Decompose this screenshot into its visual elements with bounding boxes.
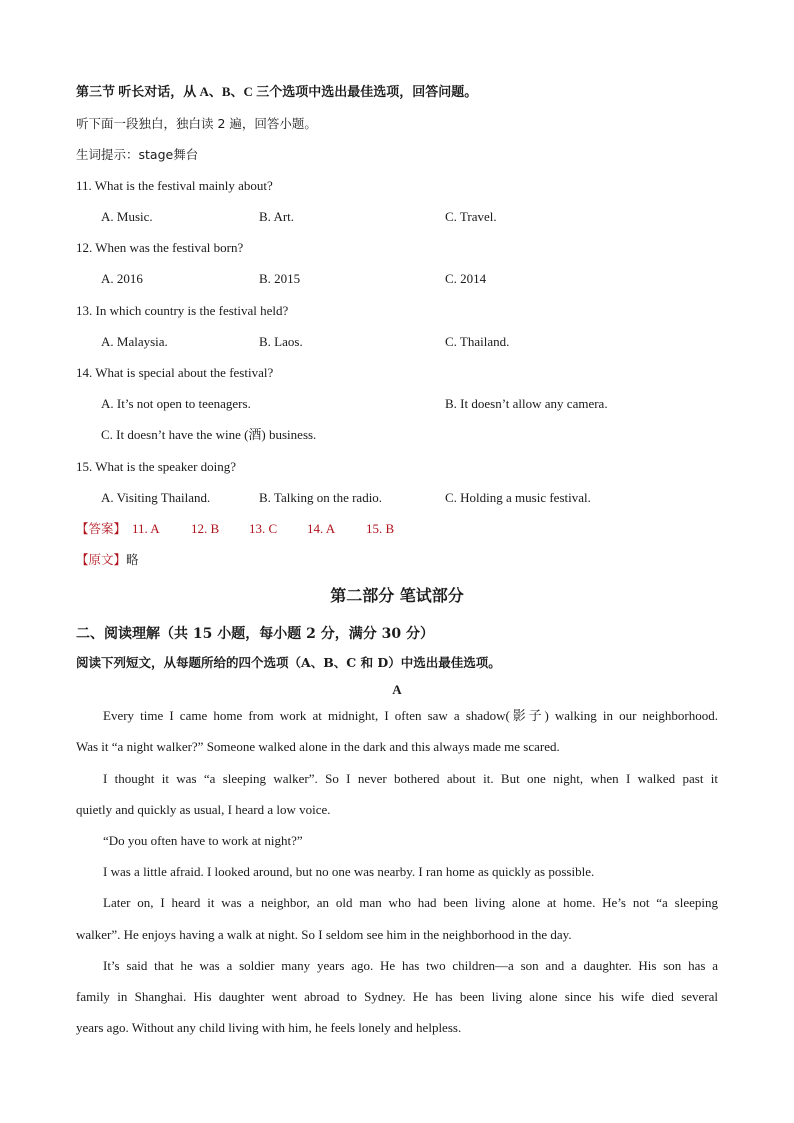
transcript-row [76,552,139,568]
option-b: B. It doesn’t allow any camera. [445,396,608,411]
option-a: A. Malaysia. [101,334,168,349]
question-stem: 12. When was the festival born? [76,240,244,255]
part-title: 第二部分 笔试部分 [330,586,464,605]
reading-instruction: 阅读下列短文，从每题所给的四个选项（A、B、C 和 D）中选出最佳选项。 [76,655,501,670]
answer-row [76,521,126,537]
question-stem: 15. What is the speaker doing? [76,459,237,474]
paragraph-line: years ago. Without any child living with him, he feels lonely and helpless. [76,1020,462,1035]
answer-value: 15. B [366,521,395,536]
option-b: B. Laos. [259,334,303,349]
option-a: A. It’s not open to teenagers. [101,396,251,411]
answer-value: 11. A [132,521,160,536]
transcript-value: 略 [126,552,139,567]
option-b: B. Talking on the radio. [259,490,383,505]
reading-section-title: 二、阅读理解（共 15 小题，每小题 2 分，满分 30 分） [76,626,434,642]
answer-value: 14. A [307,521,336,536]
vocab-hint: 生词提示：stage舞台 [76,147,199,162]
option-a: A. Visiting Thailand. [101,490,211,505]
option-c: C. Travel. [445,209,497,224]
paragraph-line: Every time I came home from work at midnight, I often saw a shadow(影子) walking in our neighborhood. [103,708,718,723]
question-stem: 14. What is special about the festival? [76,365,274,380]
paragraph-line: Later on, I heard it was a neighbor, an old man who had been living alone at home. He’s not “a sleeping [103,895,718,910]
question-stem: 13. In which country is the festival held? [76,303,289,318]
option-b: B. Art. [259,209,295,224]
answer-label: 【答案】 [76,521,127,536]
listening-section-title: 第三节 听长对话，从 A、B、C 三个选项中选出最佳选项，回答问题。 [76,84,478,99]
option-c: C. It doesn’t have the wine (酒) business. [101,427,317,442]
paragraph-line: Was it “a night walker?” Someone walked alone in the dark and this always made me scared. [76,739,560,754]
option-b: B. 2015 [259,271,301,286]
question-stem: 11. What is the festival mainly about? [76,178,273,193]
answer-value: 13. C [249,521,278,536]
option-c: C. 2014 [445,271,487,286]
option-a: A. 2016 [101,271,143,286]
paragraph-line: family in Shanghai. His daughter went abroad to Sydney. He has been living alone since his wife died several [76,989,718,1004]
option-c: C. Holding a music festival. [445,490,591,505]
paragraph-line: I thought it was “a sleeping walker”. So I never bothered about it. But one night, when I walked past it [103,771,718,786]
transcript-label: 【原文】 [76,552,127,567]
paragraph-line: “Do you often have to work at night?” [103,833,303,848]
paragraph-line: walker”. He enjoys having a walk at night. So I seldom see him in the neighborhood in the day. [76,927,572,942]
listening-instruction: 听下面一段独白，独白读 2 遍，回答小题。 [76,116,317,131]
answer-value: 12. B [191,521,220,536]
paragraph-line: I was a little afraid. I looked around, but no one was nearby. I ran home as quickly as possible. [103,864,595,879]
passage-label: A [392,682,402,697]
option-a: A. Music. [101,209,153,224]
paragraph-line: quietly and quickly as usual, I heard a low voice. [76,802,331,817]
paragraph-line: It’s said that he was a soldier many years ago. He has two children—a son and a daughter. His son has a [103,958,718,973]
option-c: C. Thailand. [445,334,510,349]
